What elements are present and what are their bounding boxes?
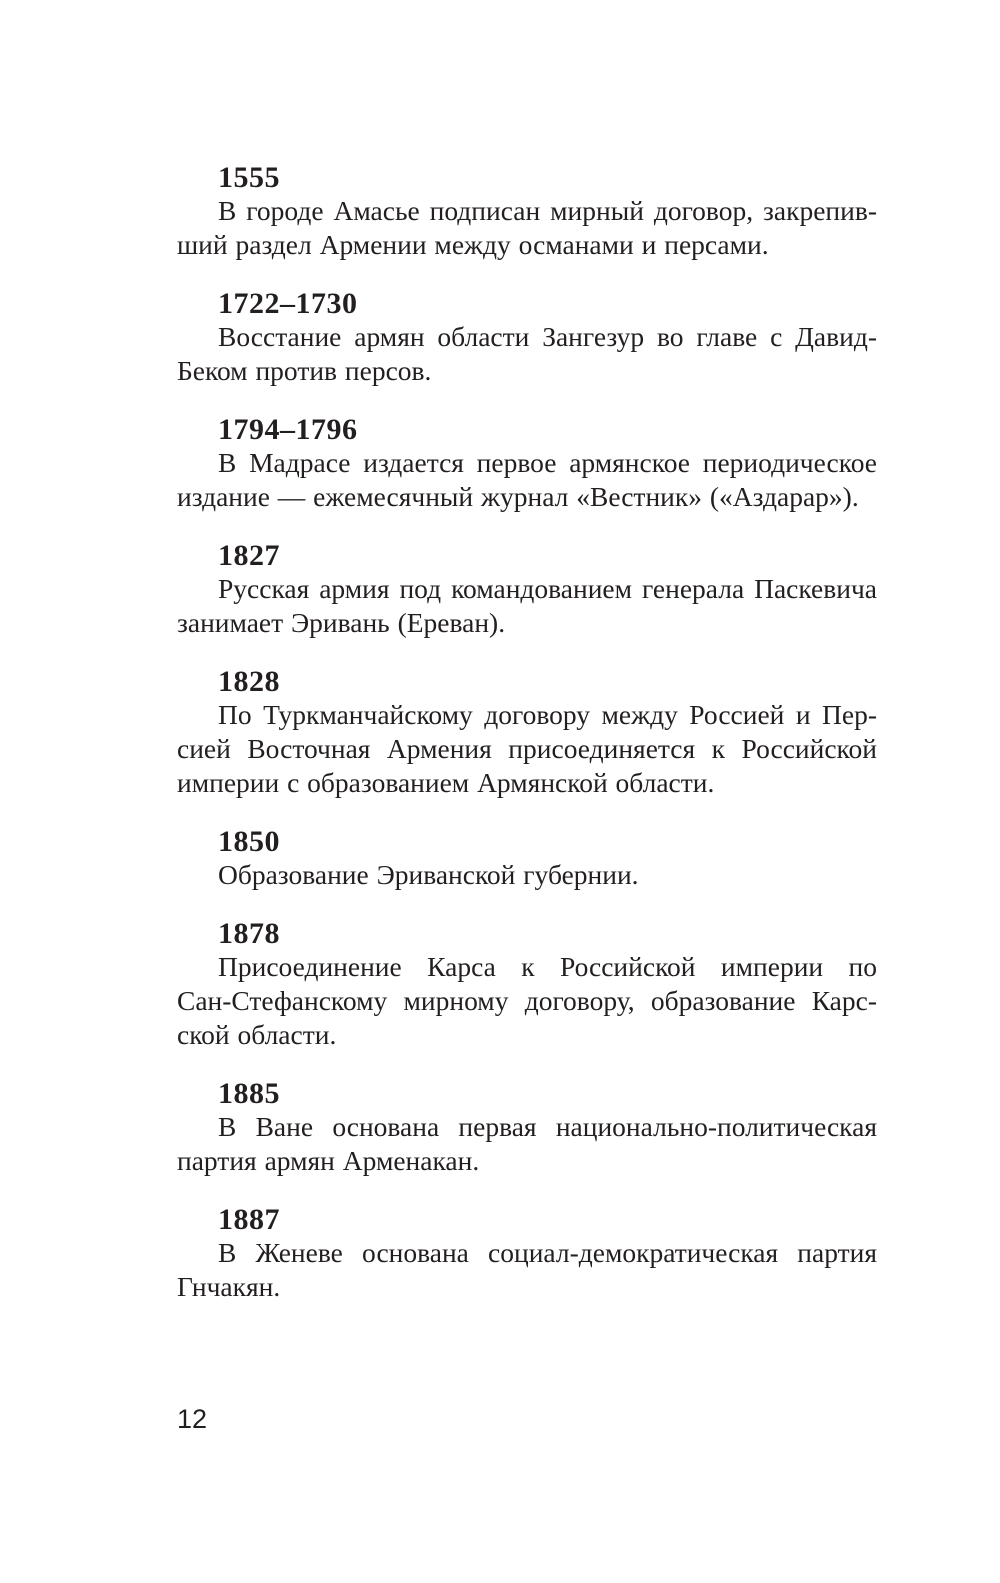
entry-text — [177, 572, 877, 640]
chronology-entry — [177, 536, 877, 640]
text-line: сией Восточная Армения присоединяется к Российской — [177, 733, 877, 764]
page-number: 12 — [177, 1404, 208, 1434]
entry-year: 1828 — [218, 665, 280, 698]
chronology-entry — [177, 410, 877, 514]
chronology-list — [177, 158, 877, 1326]
text-line: ской области. — [177, 1019, 337, 1050]
text-line: В Мадрасе издается первое армянское периодическое — [218, 447, 877, 478]
entry-year: 1885 — [218, 1077, 280, 1110]
entry-text — [177, 320, 877, 388]
chronology-entry — [177, 662, 877, 800]
entry-year: 1555 — [218, 161, 280, 194]
text-line: В Женеве основана социал-демократическая партия — [218, 1237, 877, 1268]
text-line: Образование Эриванской губернии. — [218, 859, 639, 890]
text-line: Присоединение Карса к Российской империи по — [218, 951, 877, 982]
text-line: В городе Амасье подписан мирный договор, закрепив- — [218, 195, 877, 226]
entry-text — [177, 1236, 877, 1304]
entry-text — [177, 446, 877, 514]
entry-year: 1878 — [218, 917, 280, 950]
text-line: занимает Эривань (Ереван). — [177, 607, 506, 638]
entry-text — [177, 950, 877, 1052]
chronology-entry — [177, 158, 877, 262]
text-line: По Туркманчайскому договору между Россией и Пер- — [218, 699, 877, 730]
text-line: Сан-Стефанскому мирному договору, образование Карс- — [177, 985, 877, 1016]
entry-text — [177, 194, 877, 262]
text-line: Восстание армян области Зангезур во главе с Давид- — [218, 321, 877, 352]
text-line: Гнчакян. — [177, 1271, 281, 1302]
entry-text — [177, 1110, 877, 1178]
chronology-entry — [177, 822, 877, 892]
entry-year: 1827 — [218, 539, 280, 572]
text-line: издание — ежемесячный журнал «Вестник» («Аздарар»). — [177, 481, 859, 512]
chronology-entry — [177, 1200, 877, 1304]
entry-text — [177, 858, 877, 892]
entry-year: 1887 — [218, 1203, 280, 1236]
text-line: империи с образованием Армянской области. — [177, 767, 715, 798]
text-line: Русская армия под командованием генерала Паскевича — [218, 573, 877, 604]
chronology-entry — [177, 914, 877, 1052]
text-line: В Ване основана первая национально-политическая — [218, 1111, 877, 1142]
chronology-entry — [177, 1074, 877, 1178]
entry-year: 1722–1730 — [218, 287, 358, 320]
entry-year: 1794–1796 — [218, 413, 358, 446]
text-line: ший раздел Армении между османами и персами. — [177, 229, 769, 260]
entry-year: 1850 — [218, 825, 280, 858]
entry-text — [177, 698, 877, 800]
chronology-entry — [177, 284, 877, 388]
text-line: партия армян Арменакан. — [177, 1145, 480, 1176]
text-line: Беком против персов. — [177, 355, 432, 386]
